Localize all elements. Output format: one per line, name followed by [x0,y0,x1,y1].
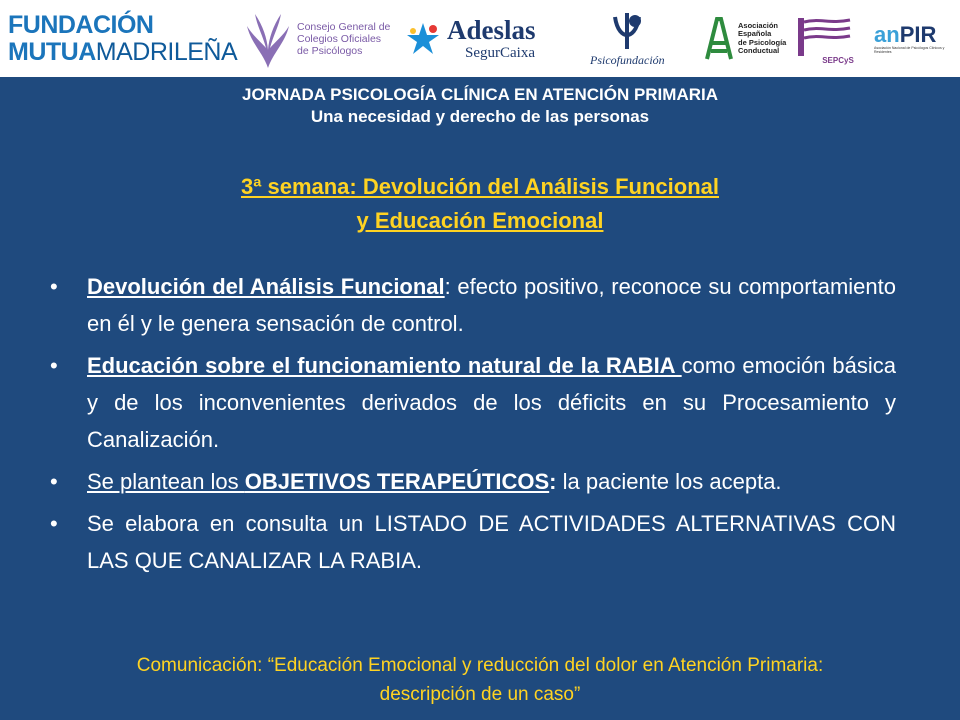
page-title: JORNADA PSICOLOGÍA CLÍNICA EN ATENCIÓN PRIMARIA [241,85,718,104]
bullet-lead: Devolución del Análisis Funcional [87,274,445,299]
aepc-emblem-icon [703,15,735,63]
anpir-logo [874,0,960,77]
bullet-item [50,347,896,458]
psicofundacion-logo [590,0,665,77]
adeslas-logo [403,0,536,77]
aepc-text: Asociación Española de Psicología Conductual [738,20,787,55]
section-heading-line2: y Educación Emocional [356,208,604,233]
bullet-text: como emoción básica y de los inconvenientes derivados de los déficits en su Procesamiento y Canalización. [87,353,896,452]
bullet-text: efecto positivo, reconoce su comportamiento en él y le genera sensación de control. [87,274,896,336]
section-heading-line1: 3ª semana: Devolución del Análisis Funcional [240,174,719,199]
page-subtitle: Una necesidad y derecho de las personas [310,107,650,126]
cgcop-text: Consejo General de Colegios Oficiales de Psicólogos [297,20,391,57]
sepcys-emblem-icon [790,12,860,62]
anpir-small-text: Asociación Nacional de Psicólogos Clínicos y Residentes [874,45,945,54]
bullet-lead: Educación sobre el funcionamiento natural de la RABIA [87,353,682,378]
bullet-item: • Devolución del Análisis Funcional: efecto positivo, reconoce su comportamiento en él y le genera sensación de control. [50,268,896,342]
footer-line2: descripción de un caso” [379,684,581,705]
footer-line1: Comunicación: “Educación Emocional y reducción del dolor en Atención Primaria: [136,655,824,676]
footer-caption [0,651,960,709]
fmm-line1: FUNDACIÓN [8,10,154,39]
fmm-line2 [8,39,237,66]
anpir-pir: PIR [899,21,937,47]
bullet-item [50,505,896,579]
sepcys-logo [790,0,860,77]
logo-bar [0,0,960,77]
sepcys-text: SEPCyS [822,56,854,65]
bullet-text: la paciente los acepta. [556,469,782,494]
bullet-item: • Se plantean los OBJETIVOS TERAPEÚTICOS: la paciente los acepta. [50,463,896,500]
bullet-lead-pre: Se plantean los [87,469,245,494]
bullet-lead: OBJETIVOS TERAPEÚTICOS [244,469,550,494]
adeslas-segurcaixa: SegurCaixa [465,44,535,61]
section-heading [0,170,960,238]
anpir-an: an [874,21,900,47]
caixa-star-icon [403,19,443,59]
psicof-text: Psicofundación [590,53,665,67]
fmm-mutua: MUTUA [8,37,96,66]
adeslas-name: Adeslas [447,14,536,45]
fmm-madrilena: MADRILEÑA [95,37,238,66]
fundacion-mutua-madrilena-logo [8,0,237,77]
aepc-logo [703,0,786,77]
psi-emblem-icon [605,9,649,53]
psychology-emblem-icon [243,8,293,70]
consejo-psicologos-logo [243,0,390,77]
bullet-list [50,268,896,584]
bullet-text: Se elabora en consulta un LISTADO DE ACTIVIDADES ALTERNATIVAS CON LAS QUE CANALIZAR LA RABIA. [87,511,896,573]
